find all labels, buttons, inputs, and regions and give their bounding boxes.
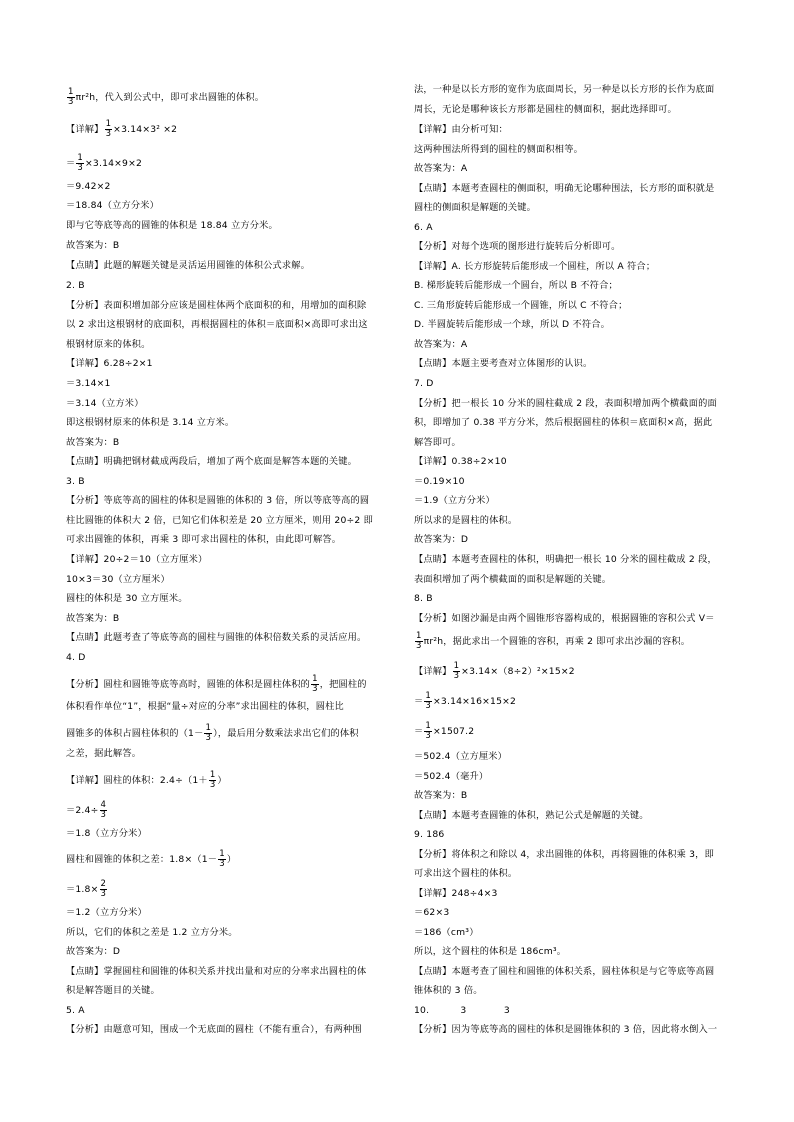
text-line: 所以，它们的体积之差是 1.2 立方分米。 — [66, 927, 238, 938]
text-line: 可求出这个圆柱的体积。 — [414, 868, 518, 879]
text-line: ＝62×3 — [414, 907, 450, 918]
text-line: 【分析】圆柱和圆锥等底等高时，圆锥的体积是圆柱体积的 $\frac{1}{3}$ ，把圆柱的 — [66, 674, 367, 694]
question-number: 10. 3 3 — [414, 1005, 510, 1016]
text-line: $\frac{1}{3}$ πr²h，代入到公式中，即可求出圆锥的体积。 — [68, 87, 265, 107]
text-line: 【分析】由题意可知，围成一个无底面的圆柱（不能有重合），有两种围 — [66, 1024, 362, 1035]
text-line: 【点睛】本题考查了圆柱和圆锥的体积关系，圆柱体积是与它等底等高圆 — [414, 966, 715, 977]
text-line: 【分析】将体积之和除以 4，求出圆锥的体积，再将圆锥的体积乘 3，即 — [414, 849, 714, 860]
text-line: 体积看作单位“1”，根据“量÷对应的分率”求出圆柱的体积，圆柱比 — [66, 701, 344, 712]
text-line: ＝502.4（立方厘米） — [414, 751, 508, 762]
text-line: ＝1.9（立方分米） — [414, 495, 495, 506]
text-line: 圆柱的侧面积是解题的关键。 — [414, 202, 537, 213]
text-line: 【分析】因为等底等高的圆柱的体积是圆锥体积的 3 倍，因此将水倒入一 — [414, 1024, 718, 1035]
text-line: 所以，这个圆柱的体积是 186cm³。 — [414, 946, 567, 957]
text-line: 【分析】表面积增加部分应该是圆柱体两个底面积的和，用增加的面积除 — [66, 300, 367, 311]
text-line: 积是解答题目的关键。 — [66, 985, 160, 996]
fraction: $\frac{1}{3}$ — [68, 87, 74, 107]
text-line: 10×3＝30（立方厘米） — [66, 574, 170, 585]
text-line: 故答案为：A — [414, 339, 468, 350]
text-line: 【详解】0.38÷2×10 — [414, 456, 507, 467]
text-line: 【详解】 $\frac{1}{3}$ ×3.14×3² ×2 — [66, 119, 178, 139]
text-line: ＝ $\frac{1}{3}$ ×3.14×9×2 — [66, 153, 143, 173]
text-line: ＝18.84（立方分米） — [66, 200, 160, 211]
text-line: 所以求的是圆柱的体积。 — [414, 515, 518, 526]
text-line: 故答案为：B — [66, 437, 120, 448]
text-line: 【详解】圆柱的体积：2.4÷（1＋ $\frac{1}{3}$ ） — [66, 770, 227, 790]
text-line: 故答案为：A — [414, 163, 468, 174]
fraction: $\frac{1}{3}$ — [77, 153, 83, 173]
question-number: 3. B — [66, 476, 85, 487]
text-line: 【点睛】本题考查圆柱的侧面积，明确无论哪种围法，长方形的面积就是 — [414, 183, 715, 194]
fraction: $\frac{2}{3}$ — [100, 879, 107, 899]
text-line: 故答案为：B — [66, 613, 120, 624]
text-line: 【详解】248÷4×3 — [414, 888, 498, 899]
text-line: 圆柱和圆锥的体积之差：1.8×（1－ $\frac{1}{3}$ ） — [66, 849, 237, 869]
text-line: ＝3.14×1 — [66, 378, 111, 389]
text-line: 【详解】A. 长方形旋转后能形成一个圆柱，所以 A 符合； — [414, 261, 656, 272]
text-line: 【点睛】本题考查圆锥的体积，熟记公式是解题的关键。 — [414, 810, 649, 821]
question-number: 6. A — [414, 222, 433, 233]
text-line: ＝1.2（立方分米） — [66, 907, 147, 918]
text-line: 【详解】6.28÷2×1 — [66, 358, 153, 369]
text-line: 周长，无论是哪种该长方形都是圆柱的侧面积，据此选择即可。 — [414, 104, 677, 115]
text-line: 即与它等底等高的圆锥的体积是 18.84 立方分米。 — [66, 220, 278, 231]
text-line: 解答即可。 — [414, 437, 461, 448]
text-line: 【点睛】本题考查圆柱的体积，明确把一根长 10 分米的圆柱截成 2 段， — [414, 554, 717, 565]
text-line: 故答案为：D — [414, 534, 469, 545]
text-line: ＝186（cm³） — [414, 927, 479, 938]
text-line: 表面积增加了两个横截面的面积是解题的关键。 — [414, 574, 612, 585]
text-line: 【点睛】此题的解题关键是灵活运用圆锥的体积公式求解。 — [66, 260, 311, 271]
text-line: 圆锥多的体积占圆柱体积的（1－ $\frac{1}{3}$ ），最后用分数乘法求出它们的体积 — [66, 723, 359, 743]
fraction: $\frac{1}{3}$ — [209, 770, 216, 790]
text-line: $\frac{1}{3}$ πr²h，据此求出一个圆锥的容积，再乘 2 即可求出沙漏的容积。 — [416, 631, 691, 651]
text-line: C. 三角形旋转后能形成一个圆锥，所以 C 不符合； — [414, 300, 628, 311]
fraction: $\frac{1}{3}$ — [105, 119, 112, 139]
text-line: 锥体积的 3 倍。 — [414, 985, 483, 996]
text-line: 即这根钢材原来的体积是 3.14 立方米。 — [66, 417, 235, 428]
text-line: ＝9.42×2 — [66, 181, 111, 192]
text-line: ＝502.4（毫升） — [414, 771, 489, 782]
text-line: 【详解】 $\frac{1}{3}$ ×3.14×（8÷2）²×15×2 — [414, 661, 575, 681]
fraction: $\frac{1}{3}$ — [312, 674, 318, 694]
text-line: 【详解】由分析可知： — [414, 124, 508, 135]
fraction: $\frac{1}{3}$ — [219, 849, 225, 869]
question-number: 9. 186 — [414, 829, 445, 840]
text-line: B. 梯形旋转后能形成一个圆台，所以 B 不符合； — [414, 280, 618, 291]
text-line: D. 半圆旋转后能形成一个球，所以 D 不符合。 — [414, 319, 611, 330]
text-line: ＝ $\frac{1}{3}$ ×1507.2 — [414, 721, 475, 741]
text-line: ＝1.8（立方分米） — [66, 828, 147, 839]
text-line: ＝1.8× $\frac{2}{3}$ — [66, 879, 107, 899]
text-line: ＝2.4÷ $\frac{4}{3}$ — [66, 800, 107, 820]
text-line: 根钢材原来的体积。 — [66, 339, 151, 350]
fraction: $\frac{1}{3}$ — [425, 721, 431, 741]
fraction: $\frac{1}{3}$ — [205, 723, 212, 743]
text-line: ＝ $\frac{1}{3}$ ×3.14×16×15×2 — [414, 691, 517, 711]
text-line: 【点睛】此题考查了等底等高的圆柱与圆锥的体积倍数关系的灵活应用。 — [66, 632, 367, 643]
text-line: 法，一种是以长方形的宽作为底面周长，另一种是以长方形的长作为底面 — [414, 84, 715, 95]
text-line: 柱比圆锥的体积大 2 倍，已知它们体积差是 20 立方厘米，则用 20÷2 即 — [66, 515, 373, 526]
text-line: 这两种围法所得到的圆柱的侧面积相等。 — [414, 144, 583, 155]
text-line: 之差，据此解答。 — [66, 748, 142, 759]
question-number: 4. D — [66, 652, 86, 663]
text-line: ＝0.19×10 — [414, 476, 465, 487]
text-line: 【点睛】本题主要考查对立体图形的认识。 — [414, 358, 593, 369]
text-line: 积，即增加了 0.38 平方分米，然后根据圆柱的体积＝底面积×高，据此 — [414, 417, 713, 428]
text-line: 故答案为：B — [414, 790, 468, 801]
text-line: ＝3.14（立方米） — [66, 398, 144, 409]
text-line: 可求出圆锥的体积，再乘 3 即可求出圆柱的体积，由此即可解答。 — [66, 534, 342, 545]
text-line: 故答案为：D — [66, 946, 121, 957]
question-number: 5. A — [66, 1005, 85, 1016]
text-line: 故答案为：B — [66, 240, 120, 251]
text-line: 圆柱的体积是 30 立方厘米。 — [66, 593, 188, 604]
text-line: 【分析】如图沙漏是由两个圆锥形容器构成的，根据圆锥的容积公式 V＝ — [414, 613, 715, 624]
question-number: 2. B — [66, 280, 85, 291]
fraction: $\frac{1}{3}$ — [416, 631, 422, 651]
question-number: 8. B — [414, 593, 433, 604]
text-line: 【分析】对每个选项的图形进行旋转后分析即可。 — [414, 241, 621, 252]
text-line: 以 2 求出这根钢材的底面积，再根据圆柱的体积＝底面积×高即可求出这 — [66, 319, 368, 330]
text-line: 【分析】把一根长 10 分米的圆柱截成 2 段，表面积增加两个横截面的面 — [414, 398, 717, 409]
question-number: 7. D — [414, 378, 434, 389]
fraction: $\frac{4}{3}$ — [100, 800, 107, 820]
text-line: 【分析】等底等高的圆柱的体积是圆锥的体积的 3 倍，所以等底等高的圆 — [66, 495, 370, 506]
text-line: 【点睛】明确把钢材截成两段后，增加了两个底面是解答本题的关键。 — [66, 456, 358, 467]
text-line: 【点睛】掌握圆柱和圆锥的体积关系并找出量和对应的分率求出圆柱的体 — [66, 966, 367, 977]
fraction: $\frac{1}{3}$ — [453, 661, 460, 681]
fraction: $\frac{1}{3}$ — [425, 691, 431, 711]
text-line: 【详解】20÷2＝10（立方厘米） — [66, 554, 208, 565]
